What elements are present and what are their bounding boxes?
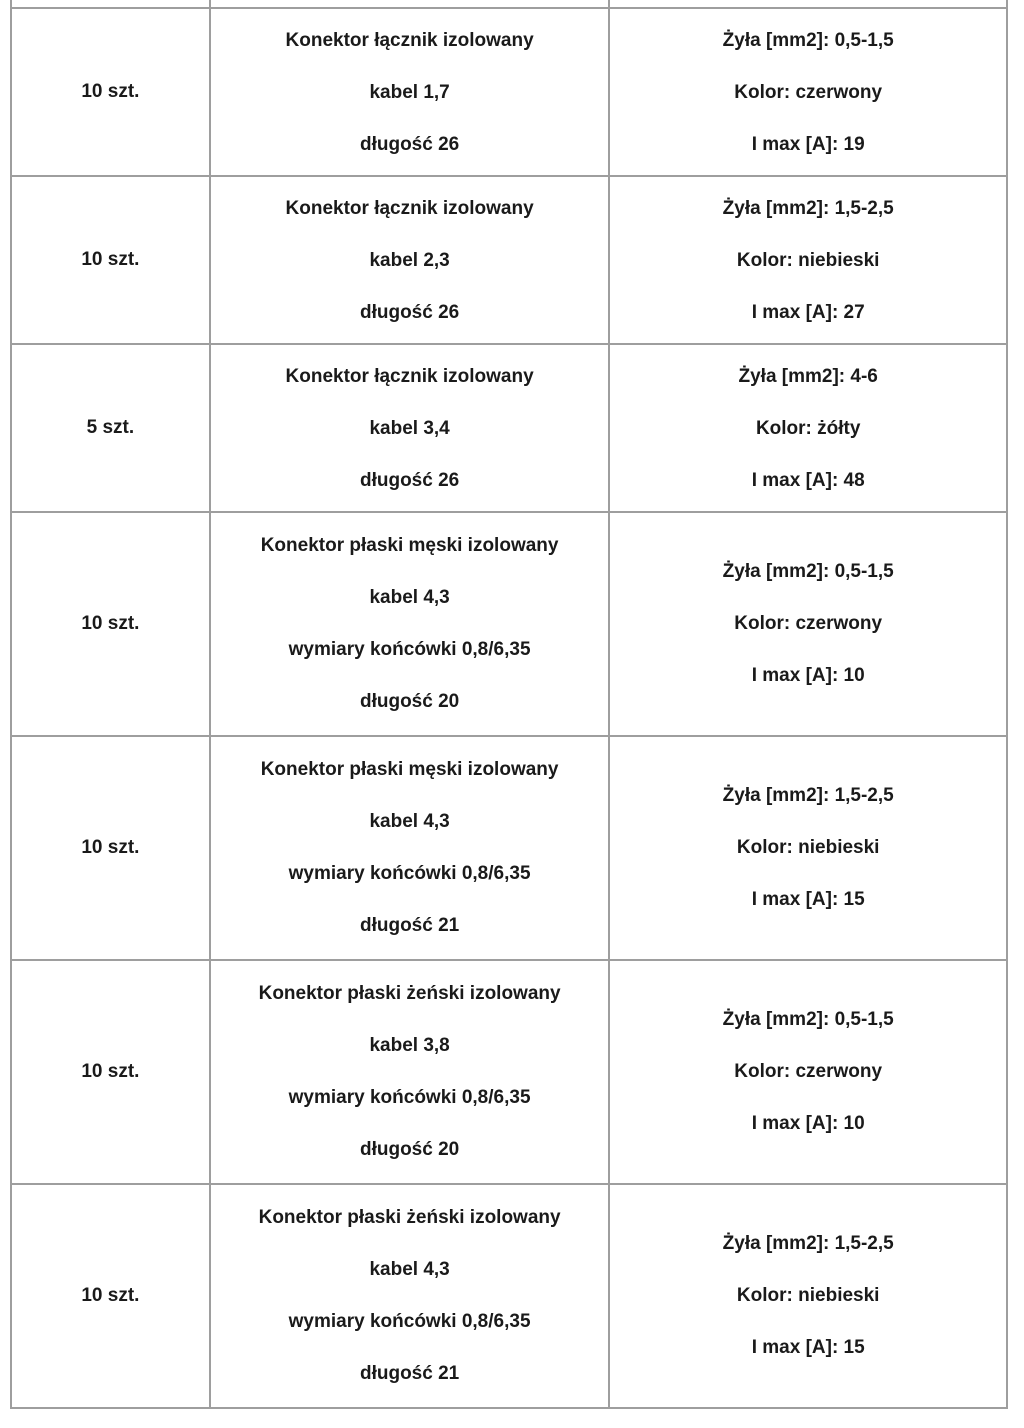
product-line: kabel 4,3 xyxy=(369,811,450,832)
spec-line: Żyła [mm2]: 4-6 xyxy=(738,366,878,387)
quantity-cell xyxy=(11,344,210,512)
spec-line: Kolor: czerwony xyxy=(734,82,883,103)
spec-line: Żyła [mm2]: 1,5-2,5 xyxy=(722,785,894,806)
quantity-cell xyxy=(11,1184,210,1408)
quantity-cell xyxy=(11,8,210,176)
table-row xyxy=(11,1184,1007,1408)
product-name-cell xyxy=(210,960,610,1184)
spec-cell xyxy=(609,1184,1007,1408)
spec-cell xyxy=(609,736,1007,960)
product-line: Konektor płaski żeński izolowany xyxy=(258,1207,561,1228)
spec-line: I max [A]: 19 xyxy=(751,134,865,155)
spec-line: Kolor: niebieski xyxy=(736,837,880,858)
product-line: Konektor płaski żeński izolowany xyxy=(258,983,561,1004)
product-line: długość 26 xyxy=(359,134,460,155)
spec-line: I max [A]: 10 xyxy=(751,665,865,686)
product-line: wymiary końcówki 0,8/6,35 xyxy=(288,639,531,660)
product-line: długość 20 xyxy=(359,691,460,712)
product-line: kabel 3,8 xyxy=(369,1035,450,1056)
table-row xyxy=(11,736,1007,960)
table-row xyxy=(11,960,1007,1184)
cut-off-cell xyxy=(11,0,210,8)
connector-spec-table xyxy=(10,0,1008,1409)
spec-line: Kolor: niebieski xyxy=(736,250,880,271)
spec-line: I max [A]: 48 xyxy=(751,470,865,491)
table-row-cut-off xyxy=(11,0,1007,8)
product-line: wymiary końcówki 0,8/6,35 xyxy=(288,863,531,884)
quantity-text: 10 szt. xyxy=(81,81,140,102)
table-row xyxy=(11,8,1007,176)
spec-line: Żyła [mm2]: 0,5-1,5 xyxy=(722,1009,894,1030)
product-line: długość 20 xyxy=(359,1139,460,1160)
product-line: kabel 4,3 xyxy=(369,1259,450,1280)
spec-line: I max [A]: 15 xyxy=(751,1337,865,1358)
quantity-text: 10 szt. xyxy=(81,1285,140,1306)
spec-line: Żyła [mm2]: 1,5-2,5 xyxy=(722,1233,894,1254)
table-row xyxy=(11,344,1007,512)
spec-cell xyxy=(609,344,1007,512)
quantity-text: 5 szt. xyxy=(86,417,135,438)
product-line: kabel 1,7 xyxy=(369,82,450,103)
product-line: Konektor płaski męski izolowany xyxy=(260,759,559,780)
quantity-cell xyxy=(11,736,210,960)
spec-cell xyxy=(609,176,1007,344)
spec-line: Kolor: niebieski xyxy=(736,1285,880,1306)
quantity-cell xyxy=(11,512,210,736)
quantity-text: 10 szt. xyxy=(81,1061,140,1082)
cut-off-cell xyxy=(210,0,610,8)
table-row xyxy=(11,176,1007,344)
spec-line: I max [A]: 10 xyxy=(751,1113,865,1134)
product-line: długość 26 xyxy=(359,470,460,491)
product-line: wymiary końcówki 0,8/6,35 xyxy=(288,1311,531,1332)
product-line: Konektor łącznik izolowany xyxy=(285,30,534,51)
quantity-text: 10 szt. xyxy=(81,249,140,270)
spec-cell xyxy=(609,8,1007,176)
quantity-cell xyxy=(11,176,210,344)
quantity-text: 10 szt. xyxy=(81,613,140,634)
table-row xyxy=(11,512,1007,736)
product-name-cell xyxy=(210,512,610,736)
product-name-cell xyxy=(210,344,610,512)
table-body xyxy=(11,0,1007,1408)
spec-line: Żyła [mm2]: 1,5-2,5 xyxy=(722,198,894,219)
product-line: długość 21 xyxy=(359,915,460,936)
product-name-cell xyxy=(210,1184,610,1408)
spec-cell xyxy=(609,512,1007,736)
product-line: długość 26 xyxy=(359,302,460,323)
product-line: długość 21 xyxy=(359,1363,460,1384)
product-line: Konektor łącznik izolowany xyxy=(285,198,534,219)
product-line: kabel 4,3 xyxy=(369,587,450,608)
product-name-cell xyxy=(210,8,610,176)
spec-line: Kolor: czerwony xyxy=(734,1061,883,1082)
product-line: Konektor płaski męski izolowany xyxy=(260,535,559,556)
product-name-cell xyxy=(210,176,610,344)
cut-off-cell xyxy=(609,0,1007,8)
spec-line: I max [A]: 15 xyxy=(751,889,865,910)
product-line: Konektor łącznik izolowany xyxy=(285,366,534,387)
spec-line: Kolor: czerwony xyxy=(734,613,883,634)
quantity-cell xyxy=(11,960,210,1184)
spec-line: I max [A]: 27 xyxy=(751,302,865,323)
spec-line: Żyła [mm2]: 0,5-1,5 xyxy=(722,561,894,582)
product-line: kabel 3,4 xyxy=(369,418,450,439)
spec-line: Kolor: żółty xyxy=(755,418,861,439)
product-line: wymiary końcówki 0,8/6,35 xyxy=(288,1087,531,1108)
spec-line: Żyła [mm2]: 0,5-1,5 xyxy=(722,30,894,51)
quantity-text: 10 szt. xyxy=(81,837,140,858)
spec-cell xyxy=(609,960,1007,1184)
product-line: kabel 2,3 xyxy=(369,250,450,271)
product-name-cell xyxy=(210,736,610,960)
